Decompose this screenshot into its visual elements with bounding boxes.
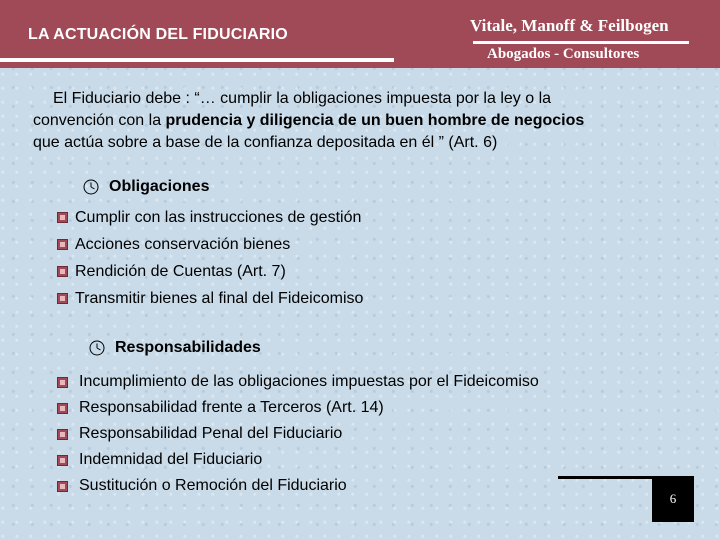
- obligaciones-heading: [83, 178, 209, 196]
- firm-name: Vitale, Manoff & Feilbogen: [470, 16, 669, 35]
- list-item: Transmitir bienes al final del Fideicomiso: [57, 285, 363, 312]
- intro-line-2: [33, 110, 683, 132]
- slide-title: LA ACTUACIÓN DEL FIDUCIARIO: [28, 26, 288, 43]
- title-underline: [0, 58, 394, 62]
- square-bullet-icon: [57, 481, 68, 492]
- firm-divider: [473, 41, 689, 44]
- firm-subtitle: Abogados - Consultores: [487, 46, 640, 62]
- square-bullet-icon: [57, 212, 68, 223]
- obligaciones-list: [57, 204, 363, 312]
- square-bullet-icon: [57, 455, 68, 466]
- footer-line: [558, 476, 666, 479]
- square-bullet-icon: [57, 377, 68, 388]
- square-bullet-icon: [57, 403, 68, 414]
- intro-line-2-prefix: convención con la: [33, 112, 166, 129]
- intro-paragraph: [33, 88, 683, 154]
- page-number: 6: [652, 476, 694, 522]
- intro-line-1: El Fiduciario debe : “… cumplir la obligaciones impuesta por la ley o la: [53, 90, 552, 107]
- list-item: Incumplimiento de las obligaciones impuestas por el Fideicomiso: [57, 369, 539, 395]
- list-item: Sustitución o Remoción del Fiduciario: [57, 473, 539, 499]
- obligaciones-heading-label: Obligaciones: [109, 178, 210, 195]
- responsabilidades-heading-label: Responsabilidades: [115, 339, 261, 356]
- list-item: Indemnidad del Fiduciario: [57, 447, 539, 473]
- square-bullet-icon: [57, 266, 68, 277]
- list-item: Responsabilidad Penal del Fiduciario: [57, 421, 539, 447]
- list-item: Acciones conservación bienes: [57, 231, 363, 258]
- square-bullet-icon: [57, 293, 68, 304]
- list-item: Responsabilidad frente a Terceros (Art. 14): [57, 395, 539, 421]
- responsabilidades-heading: [89, 339, 261, 357]
- list-item: Rendición de Cuentas (Art. 7): [57, 258, 363, 285]
- clock-icon: [83, 179, 99, 195]
- square-bullet-icon: [57, 429, 68, 440]
- clock-icon: [89, 340, 105, 356]
- responsabilidades-list: [57, 369, 539, 499]
- header-bar: [0, 0, 720, 68]
- intro-line-2-bold: prudencia y diligencia de un buen hombre de negocios: [165, 112, 585, 129]
- intro-line-3: que actúa sobre a base de la confianza depositada en él ” (Art. 6): [33, 134, 498, 151]
- square-bullet-icon: [57, 239, 68, 250]
- list-item: Cumplir con las instrucciones de gestión: [57, 204, 363, 231]
